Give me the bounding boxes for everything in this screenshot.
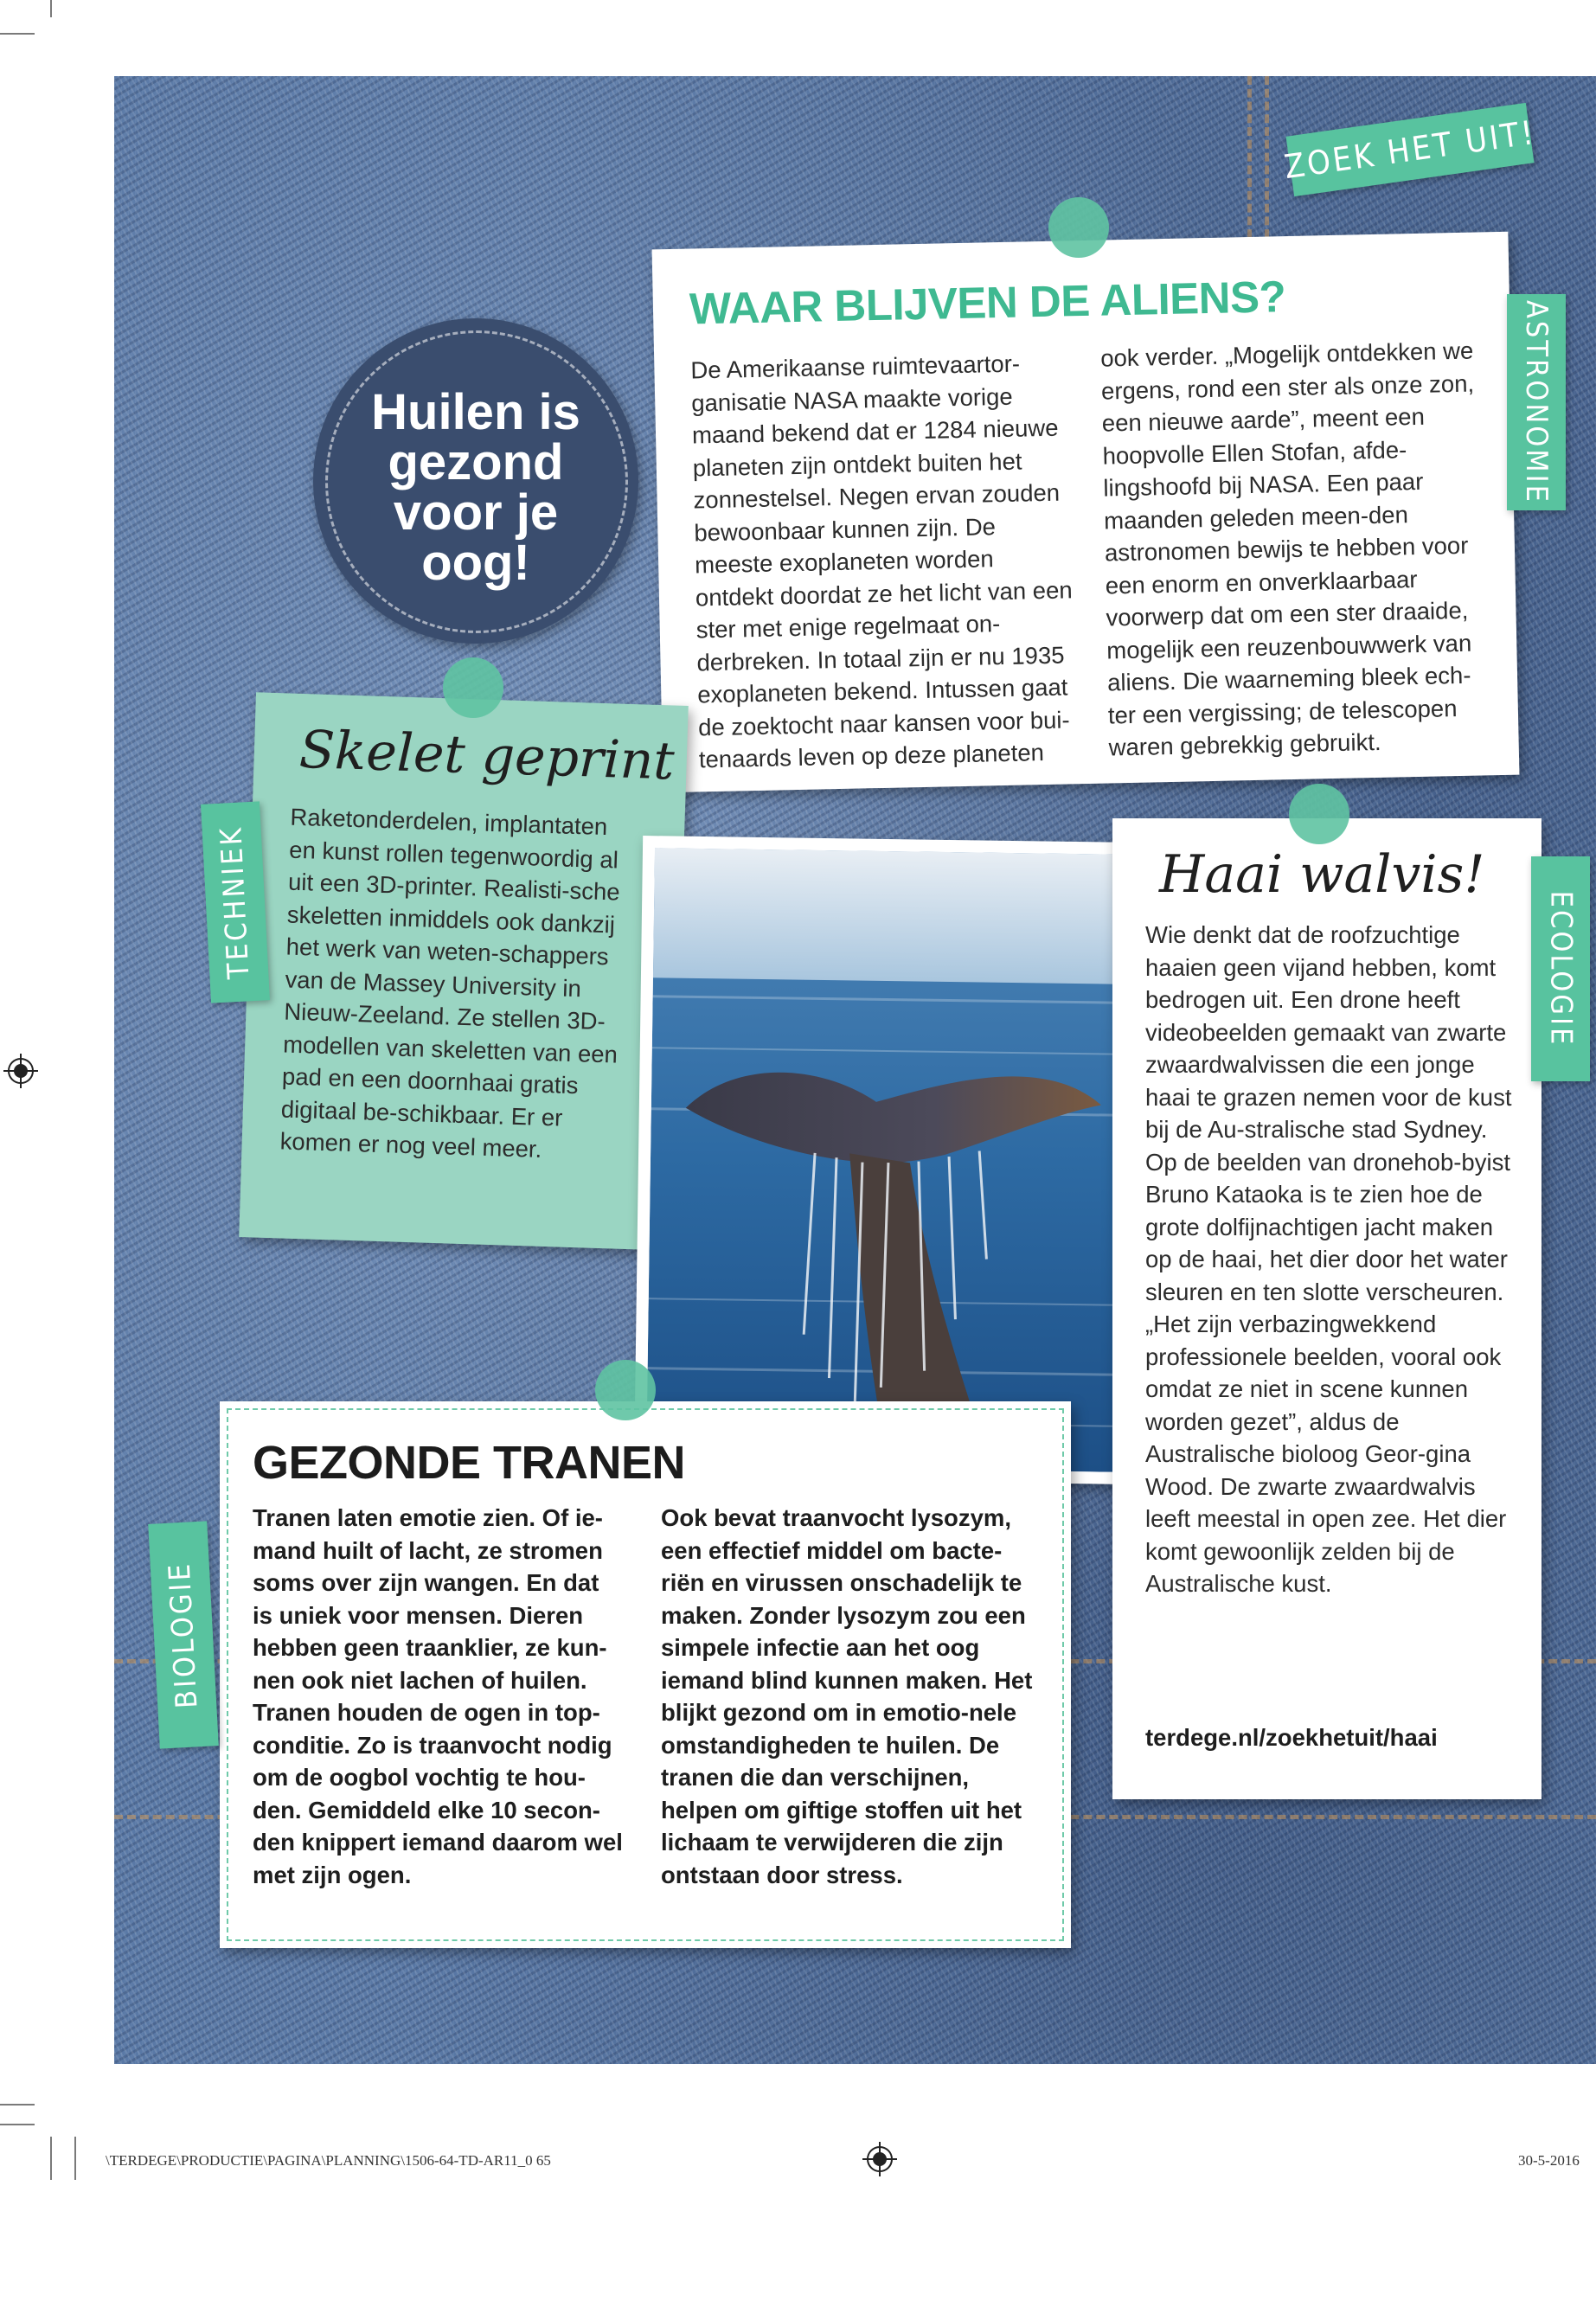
pin-icon	[443, 657, 503, 718]
pin-icon	[1048, 197, 1109, 258]
skelet-title: Skelet geprint	[298, 719, 676, 792]
walvis-link[interactable]: terdege.nl/zoekhetuit/haai	[1145, 1724, 1438, 1751]
tranen-article	[220, 1401, 1071, 1948]
skelet-text: Raketonderdelen, implantaten en kunst rollen tegenwoordig al uit een 3D-printer. Realisti-sche skeletten inmiddels ook dankzij het werk van weten-schappers van de Massey University in Nieuw-Zeeland. Ze stellen 3D-modellen van skeletten van een pad en een doornhaai gratis digitaal be-schikbaar. Er er komen er nog veel meer.	[279, 803, 621, 1163]
crop-mark	[50, 2137, 52, 2180]
section-banner-text: ZOEK HET UIT!	[1281, 112, 1539, 187]
badge-text: Huilen is gezond voor je oog!	[371, 384, 580, 591]
skelet-article	[239, 692, 689, 1250]
crop-mark	[74, 2137, 76, 2180]
whale-tail-photo	[646, 848, 1125, 1472]
crop-mark	[0, 2104, 35, 2106]
tag-techniek: TECHNIEK	[201, 801, 270, 1003]
whale-photo-frame	[634, 836, 1138, 1484]
footer-date: 30-5-2016	[1518, 2152, 1580, 2169]
crop-mark	[50, 0, 52, 17]
tranen-title: GEZONDE TRANEN	[253, 1437, 686, 1489]
aliens-column-1: De Amerikaanse ruimtevaartor-ganisatie NASA maakte vorige maand bekend dat er 1284 nieuwe planeten zijn ontdekt buiten het zonnestelsel. Negen ervan zouden bewoonbaar kunnen zijn. De meeste exoplaneten worden ontdekt doordat ze het licht van een ster met enige regelmaat on-derbreken. In totaal zijn er nu 1935 exoplaneten bekend. Intussen gaat de zoektocht naar kansen voor bui-tenaards leven op deze planeten	[690, 349, 1073, 773]
aliens-article	[652, 232, 1520, 793]
walvis-title: Haai walvis!	[1159, 844, 1485, 905]
tag-ecologie: ECOLOGIE	[1531, 856, 1590, 1081]
walvis-text: Wie denkt dat de roofzuchtige haaien geen vijand hebben, komt bedrogen uit. Een drone heeft videobeelden gemaakt van zwarte zwaardwalvissen die een jonge haai te grazen nemen voor de kust bij de Au-stralische stad Sydney. Op de beelden van dronehob-byist Bruno Kataoka is te zien hoe de grote dolfijnachtigen jacht maken op de haai, het dier door het water sleuren en ten slotte verscheuren. „Het zijn verbazingwekkend professionele beelden, vooral ook omdat ze niet in scene kunnen worden gezet”, aldus de Australische bioloog Geor-gina Wood. De zwarte zwaardwalvis leeft meestal in open zee. Het dier komt gewoonlijk zelden bij de Australische kust.	[1145, 921, 1512, 1597]
aliens-title: WAAR BLIJVEN DE ALIENS?	[689, 272, 1286, 334]
walvis-article	[1112, 818, 1542, 1799]
registration-mark-icon	[862, 2142, 897, 2176]
pin-icon	[595, 1360, 656, 1420]
tag-astronomie: ASTRONOMIE	[1507, 294, 1566, 510]
pin-icon	[1289, 784, 1349, 844]
footer-path: \TERDEGE\PRODUCTIE\PAGINA\PLANNING\1506-64-TD-AR11_0 65	[106, 2152, 551, 2169]
aliens-column-2: ook verder. „Mogelijk ontdekken we ergens, rond een ster als onze zon, een nieuwe aarde”, meent een hoopvolle Ellen Stofan, afde-lingshoofd bij NASA. Een paar maanden geleden meen-den astronomen bewijs te hebben voor een enorm en onverklaarbaar voorwerp dat om een ster draaide, mogelijk een reuzenbouwwerk van aliens. Die waarneming bleek ech-ter een vergissing; de telescopen waren gebrekkig gebruikt.	[1099, 336, 1475, 761]
crop-mark	[0, 33, 35, 35]
tag-biologie: BIOLOGIE	[148, 1521, 219, 1748]
tranen-column-1: Tranen laten emotie zien. Of ie-mand huilt of lacht, ze stromen soms over zijn wangen. En dat is uniek voor mensen. Dieren hebben geen traanklier, ze kun-nen ook niet lachen of huilen. Tranen houden de ogen in top-conditie. Zo is traanvocht nodig om de oogbol vochtig te hou-den. Gemiddeld elke 10 secon-den knippert iemand daarom wel met zijn ogen.	[253, 1504, 623, 1888]
badge	[313, 318, 638, 644]
crop-mark	[0, 2124, 35, 2125]
registration-mark-icon	[3, 1054, 38, 1088]
tranen-column-2: Ook bevat traanvocht lysozym, een effectief middel om bacte-riën en virussen onschadelijk te maken. Zonder lysozym zou een simpele infectie aan het oog iemand blind kunnen maken. Het blijkt gezond om in emotio-nele omstandigheden te huilen. De tranen die dan verschijnen, helpen om giftige stoffen uit het lichaam te verwijderen die zijn ontstaan door stress.	[661, 1504, 1033, 1888]
